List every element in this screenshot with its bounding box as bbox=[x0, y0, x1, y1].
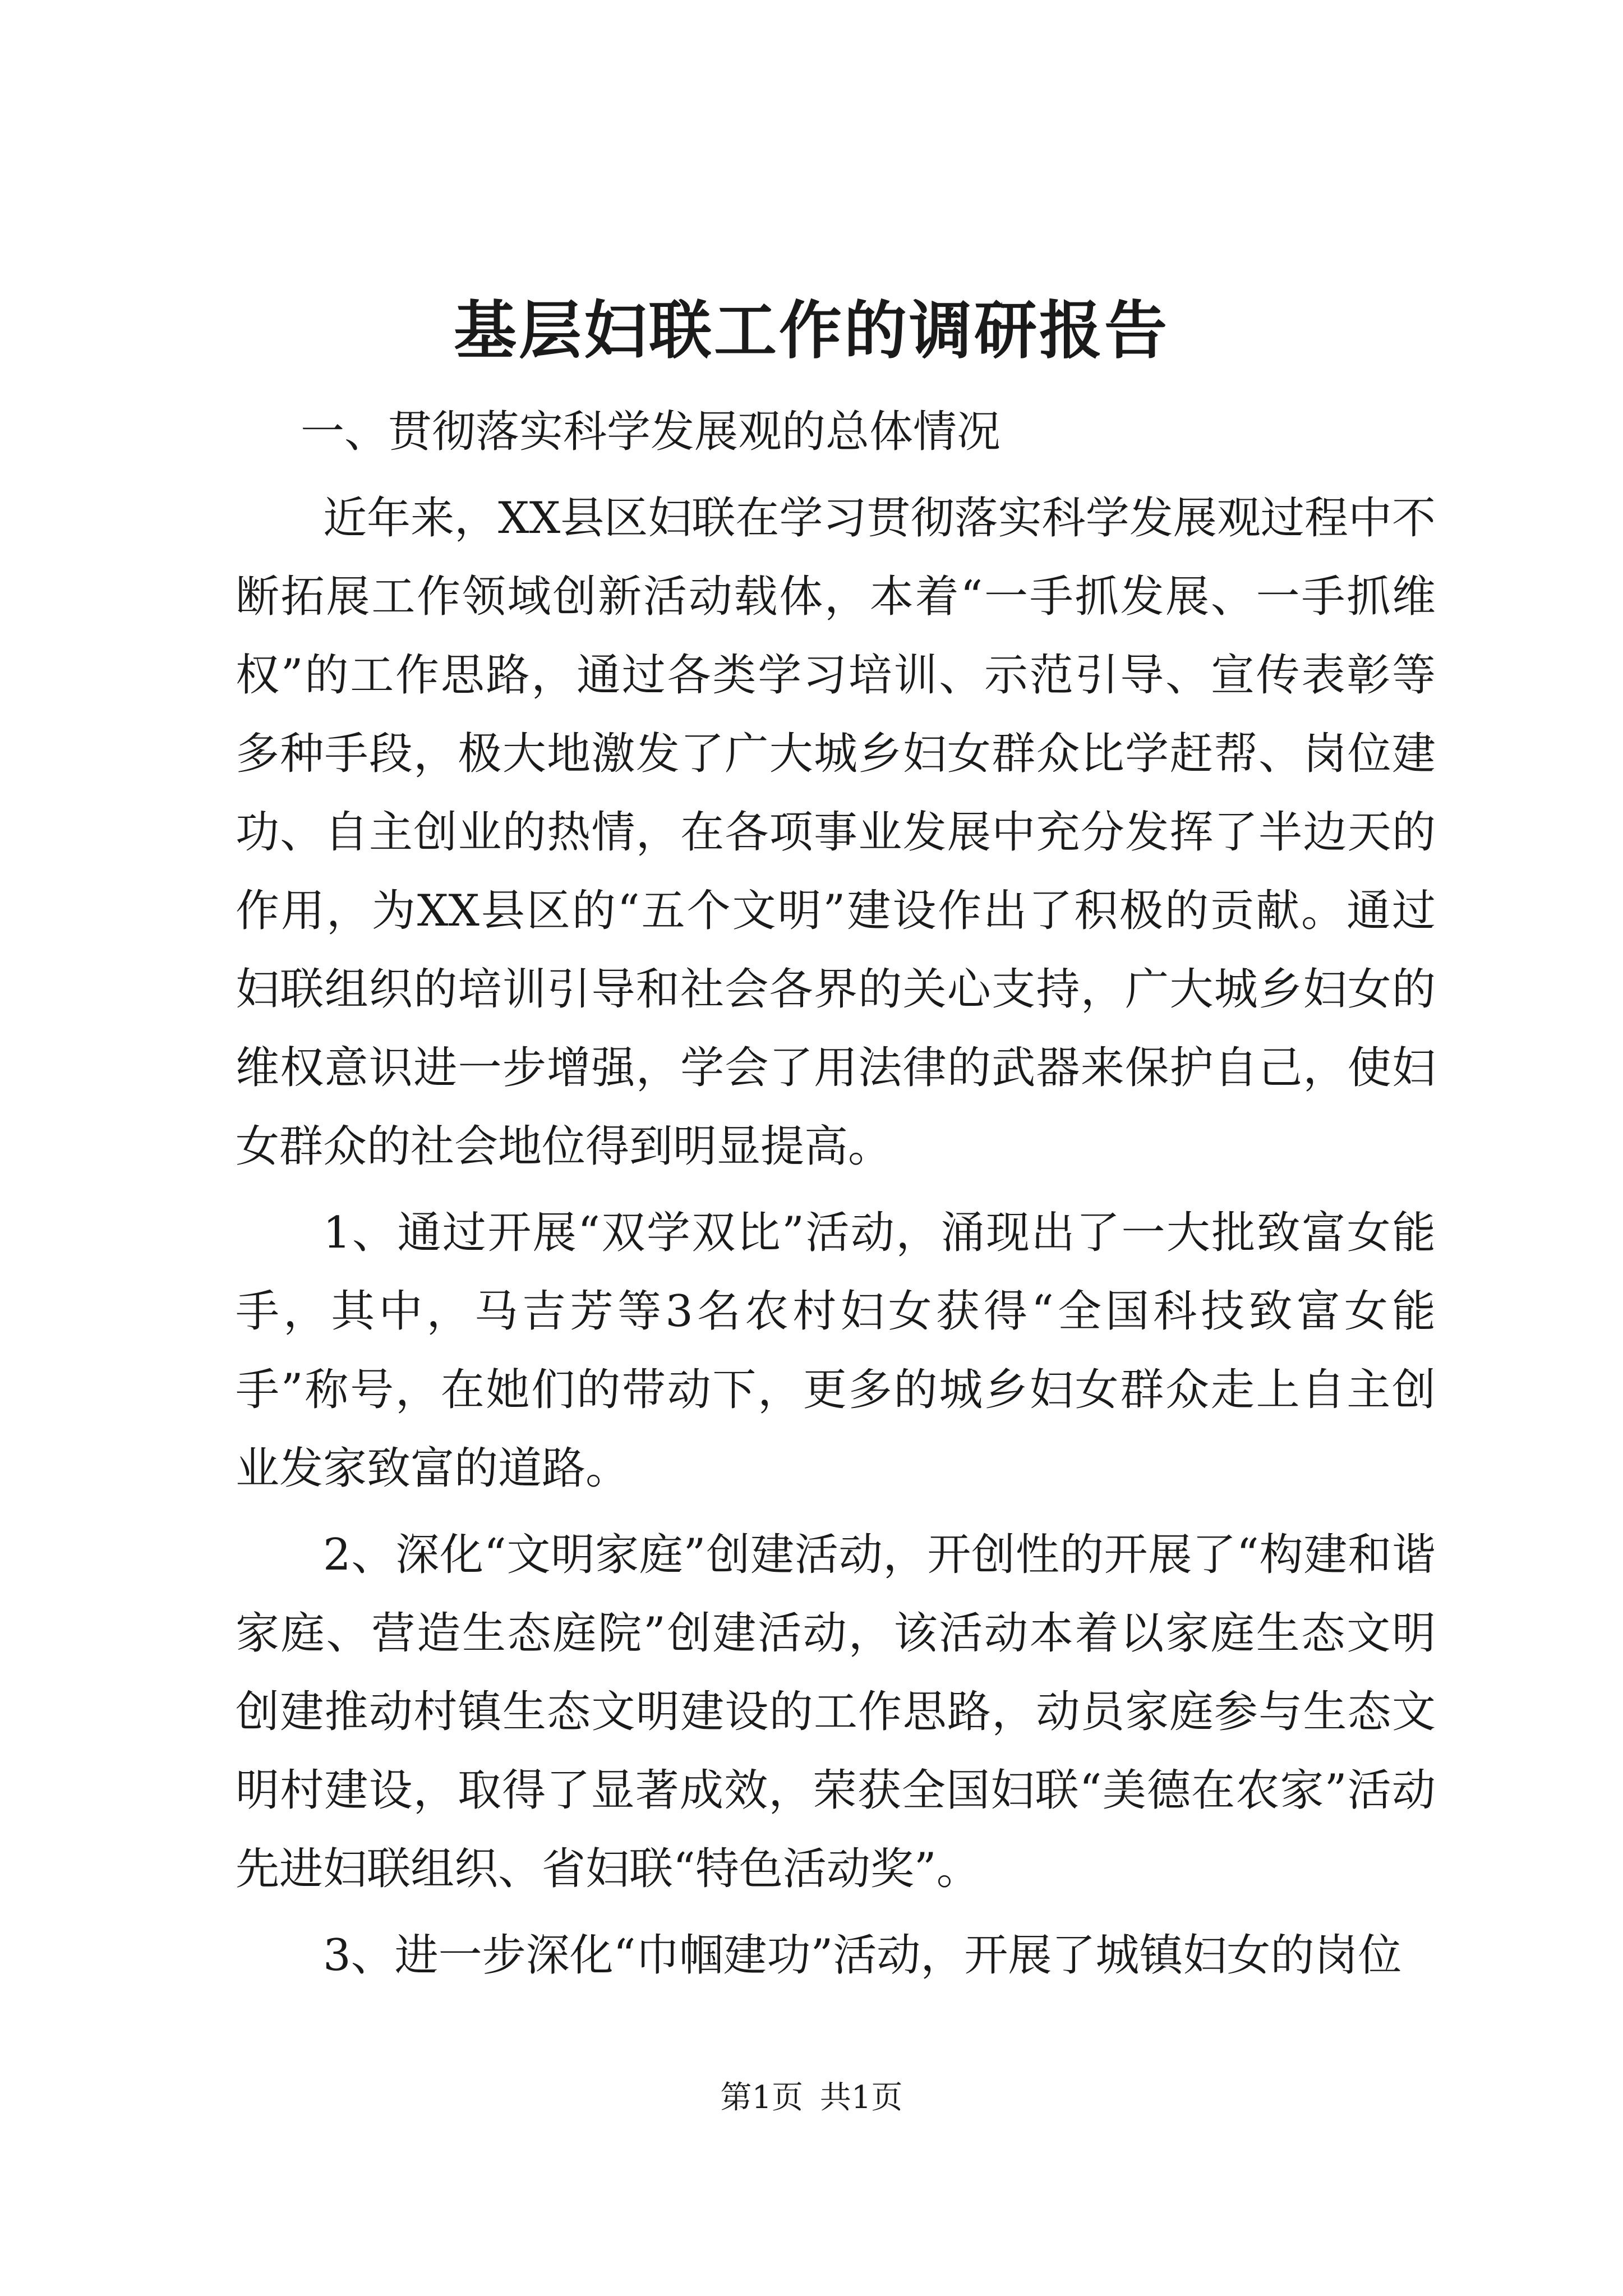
paragraph-intro: 近年来，XX县区妇联在学习贯彻落实科学发展观过程中不断拓展工作领域创新活动载体，本着“一手抓发展、一手抓维权”的工作思路，通过各类学习培训、示范引导、宣传表彰等多种手段，极大地激发了广大城乡妇女群众比学赶帮、岗位建功、自主创业的热情，在各项事业发展中充分发挥了半边天的作用，为XX县区的“五个文明”建设作出了积极的贡献。通过妇联组织的培训引导和社会各界的关心支持，广大城乡妇女的维权意识进一步增强，学会了用法律的武器来保护自己，使妇女群众的社会地位得到明显提高。 bbox=[236, 493, 1436, 1172]
page-footer bbox=[0, 2076, 1623, 2120]
paragraph-item-2: 2、深化“文明家庭”创建活动，开创性的开展了“构建和谐家庭、营造生态庭院”创建活动，该活动本着以家庭生态文明创建推动村镇生态文明建设的工作思路，动员家庭参与生态文明村建设，取得了显著成效，荣获全国妇联“美德在农家”活动先进妇联组织、省妇联“特色活动奖”。 bbox=[236, 1530, 1436, 1894]
paragraph-item-3: 3、进一步深化“巾帼建功”活动，开展了城镇妇女的岗位 bbox=[323, 1930, 1402, 1981]
paragraph-item-1: 1、通过开展“双学双比”活动，涌现出了一大批致富女能手，其中，马吉芳等3名农村妇女获得“全国科技致富女能手”称号，在她们的带动下，更多的城乡妇女群众走上自主创业发家致富的道路。 bbox=[236, 1208, 1436, 1494]
document-title: 基层妇联工作的调研报告 bbox=[454, 294, 1169, 367]
section-heading: 一、贯彻落实科学发展观的总体情况 bbox=[301, 407, 1001, 457]
page-number: 第1页 bbox=[720, 2079, 804, 2116]
document-body bbox=[236, 393, 1436, 2003]
page-total: 共1页 bbox=[819, 2079, 903, 2116]
